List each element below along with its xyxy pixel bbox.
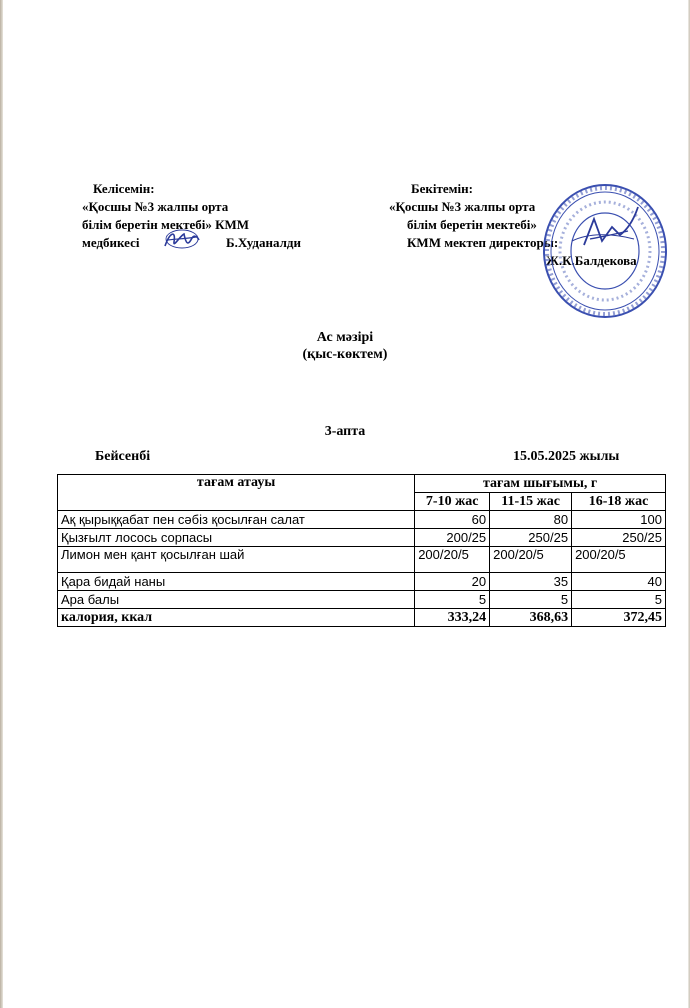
signature-left-icon [162, 226, 202, 252]
approval-left-name: Б.Худаналди [226, 235, 301, 250]
approval-right-line1: «Қосшы №3 жалпы орта [389, 199, 536, 214]
portion-value: 200/20/5 [572, 547, 666, 573]
approval-left-block [82, 180, 301, 252]
document-title: Ас мәзірі [316, 330, 374, 345]
dish-name: Қызғылт лосось сорпасы [58, 529, 415, 547]
approval-right-role: КММ мектеп директоры: [407, 235, 559, 250]
column-header-output: тағам шығымы, г [415, 475, 666, 493]
age-group-header: 7-10 жас [415, 493, 490, 511]
portion-value: 40 [572, 573, 666, 591]
portion-value: 5 [572, 591, 666, 609]
portion-value: 250/25 [490, 529, 572, 547]
table-header-row [58, 475, 666, 493]
portion-value: 200/25 [415, 529, 490, 547]
page-edge-left [0, 0, 3, 1008]
portion-value: 100 [572, 511, 666, 529]
date-label: 15.05.2025 жылы [513, 449, 620, 464]
table-row [58, 511, 666, 529]
week-label: 3-апта [324, 424, 366, 439]
calorie-value: 372,45 [572, 609, 666, 627]
approval-left-signature-line [82, 234, 301, 252]
approval-left-line1: «Қосшы №3 жалпы орта [82, 199, 229, 214]
approval-right-heading: Бекітемін: [411, 181, 473, 196]
portion-value: 80 [490, 511, 572, 529]
table-row [58, 547, 666, 573]
portion-value: 20 [415, 573, 490, 591]
portion-value: 200/20/5 [415, 547, 490, 573]
portion-value: 200/20/5 [490, 547, 572, 573]
portion-value: 250/25 [572, 529, 666, 547]
portion-value: 5 [415, 591, 490, 609]
dish-name: Ақ қырыққабат пен сәбіз қосылған салат [58, 511, 415, 529]
table-row [58, 591, 666, 609]
dish-name: Қара бидай наны [58, 573, 415, 591]
calorie-value: 368,63 [490, 609, 572, 627]
portion-value: 5 [490, 591, 572, 609]
total-label: калория, ккал [58, 609, 415, 627]
table-row [58, 573, 666, 591]
table-row [58, 529, 666, 547]
age-group-header: 11-15 жас [490, 493, 572, 511]
weekday-label: Бейсенбі [95, 449, 151, 464]
dish-name: Лимон мен қант қосылған шай [58, 547, 415, 573]
portion-value: 35 [490, 573, 572, 591]
calorie-value: 333,24 [415, 609, 490, 627]
dish-name: Ара балы [58, 591, 415, 609]
menu-table [57, 474, 666, 627]
approval-right-name: Ж.К.Балдекова [546, 253, 637, 268]
approval-left-heading: Келісемін: [93, 181, 155, 196]
table-total-row [58, 609, 666, 627]
approval-left-line2: білім беретін мектебі» КММ [82, 217, 250, 232]
approval-left-role: медбикесі [82, 235, 140, 250]
age-group-header: 16-18 жас [572, 493, 666, 511]
approval-right-line2: білім беретін мектебі» [407, 217, 537, 232]
official-stamp-icon [542, 183, 668, 320]
document-subtitle: (қыс-көктем) [302, 347, 388, 362]
portion-value: 60 [415, 511, 490, 529]
column-header-name: тағам атауы [58, 475, 415, 511]
